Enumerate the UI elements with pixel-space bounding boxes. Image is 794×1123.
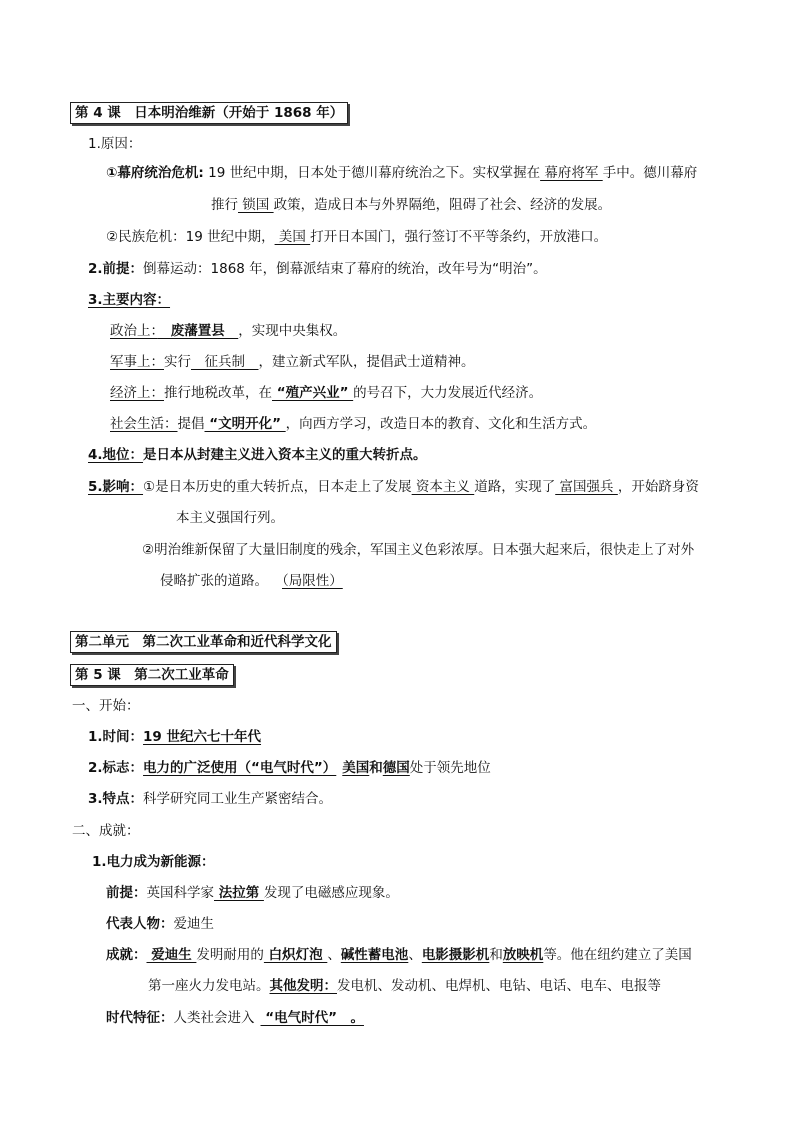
section-start: 一、开始：	[72, 698, 140, 714]
symbol-line	[88, 759, 491, 777]
text: 实行	[164, 354, 191, 370]
blank-edison: 爱迪生	[146, 947, 197, 963]
feature-line	[88, 790, 332, 808]
text: 代表人物：	[106, 916, 174, 932]
text: 爱迪生	[173, 916, 214, 932]
representative-line	[106, 915, 214, 933]
blank-america: 美国	[342, 760, 370, 776]
blank-seclusion: 锁国	[238, 197, 274, 213]
unit2-title: 第二单元 第二次工业革命和近代科学文化	[70, 631, 337, 653]
text: 倒幕运动：1868 年，倒幕派结束了幕府的统治，改年号为“明治”。	[143, 261, 547, 277]
text: 和	[489, 947, 503, 963]
achievement-line1	[106, 946, 692, 964]
blank-movie-camera: 电影摄影机	[421, 947, 490, 963]
section-achievements: 二、成就：	[72, 823, 140, 839]
military-label: 军事上：	[110, 354, 164, 370]
status-label: 4.地位：	[88, 447, 144, 463]
blank-electric-age: “电气时代” 。	[260, 1010, 364, 1026]
premise-line	[88, 260, 547, 278]
blank-conscription: 征兵制	[191, 354, 259, 370]
blank-projector: 放映机	[502, 947, 544, 963]
blank-battery: 碱性蓄电池	[340, 947, 409, 963]
text: 打开日本国门，强行签订不平等条约，开放港口。	[310, 229, 608, 245]
text: 发电机、发动机、电焊机、电钻、电话、电车、电报等	[337, 978, 661, 994]
cause-shogunate-line2	[211, 196, 611, 214]
blank-time: 19 世纪六七十年代	[143, 729, 262, 745]
blank-shogun: 幕府将军	[540, 165, 603, 181]
limitation-note: （局限性）	[282, 573, 343, 589]
text: 19 世纪中期，日本处于德川幕府统治之下。实权掌握在	[203, 165, 541, 181]
content-society	[110, 415, 596, 433]
blank-germany: 德国	[382, 760, 410, 776]
text: 1.时间：	[88, 729, 144, 745]
text: ①是日本历史的重大转折点，日本走上了发展	[143, 479, 412, 495]
impact-label: 5.影响：	[88, 479, 144, 495]
politics-label: 政治上：	[110, 323, 158, 339]
blank-electricity: 电力的广泛使用（“电气时代”）	[143, 760, 337, 776]
content-politics	[110, 322, 346, 340]
cause-national-crisis	[106, 228, 607, 246]
impact-line4	[160, 572, 343, 590]
text: ，建立新式军队，提倡武士道精神。	[258, 354, 475, 370]
text: 和	[369, 760, 383, 776]
main-content-heading: 3.主要内容：	[88, 292, 171, 308]
text: 前提：	[106, 885, 147, 901]
text: ，实现中央集权。	[238, 323, 347, 339]
text: 3.特点：	[88, 791, 144, 807]
shogunate-crisis-label: ①幕府统治危机:	[106, 165, 204, 181]
text: 时代特征：	[106, 1010, 174, 1026]
text: 手中。德川幕府	[602, 165, 698, 181]
text: 成就：	[106, 947, 147, 963]
text: 道路，实现了	[474, 479, 556, 495]
text: ②民族危机：19 世纪中期，	[106, 229, 275, 245]
premise-faraday	[106, 884, 399, 902]
content-military	[110, 353, 475, 371]
text: 第一座火力发电站。	[148, 978, 270, 994]
text: 科学研究同工业生产紧密结合。	[143, 791, 333, 807]
text: 人类社会进入	[173, 1010, 255, 1026]
text: ，向西方学习，改造日本的教育、文化和生活方式。	[285, 416, 597, 432]
text: 处于领先地位	[409, 760, 491, 776]
text: 是日本从封建主义进入资本主义的重大转折点。	[143, 447, 427, 463]
cause-heading: 1.原因：	[88, 136, 142, 152]
text: 发明耐用的	[196, 947, 264, 963]
content-economy	[110, 384, 542, 402]
text: 提倡	[177, 416, 205, 432]
blank-civilization: “文明开化”	[204, 416, 286, 432]
achievement-line2	[148, 977, 661, 995]
impact-line3: ②明治维新保留了大量旧制度的残余，军国主义色彩浓厚。日本强大起来后，很快走上了对外	[142, 542, 695, 558]
text: ，开始跻身资	[617, 479, 699, 495]
blank-industry: “殖产兴业”	[272, 385, 354, 401]
cause-shogunate-line1	[106, 164, 697, 182]
text: 侵略扩张的道路。	[160, 573, 268, 589]
lesson4-title: 第 4 课 日本明治维新（开始于 1868 年）	[70, 102, 348, 124]
text: 2.标志：	[88, 760, 144, 776]
impact-line2: 本主义强国行列。	[176, 510, 284, 526]
text: 等。他在纽约建立了美国	[543, 947, 692, 963]
blank-faraday: 法拉第	[214, 885, 264, 901]
blank-capitalism: 资本主义	[411, 479, 475, 495]
other-inventions-label: 其他发明：	[269, 978, 337, 994]
lesson5-title: 第 5 课 第二次工业革命	[70, 664, 234, 686]
text: 推行	[211, 197, 238, 213]
blank-light-bulb: 白炽灯泡	[263, 947, 328, 963]
status-line	[88, 446, 427, 464]
blank-rich-strong: 富国强兵	[555, 479, 618, 495]
impact-line1	[88, 478, 699, 496]
premise-label: 2.前提：	[88, 261, 144, 277]
economy-label: 经济上：	[110, 385, 164, 401]
time-line	[88, 728, 261, 746]
society-label: 社会生活：	[110, 416, 178, 432]
text: 发现了电磁感应现象。	[263, 885, 399, 901]
text: 政策，造成日本与外界隔绝，阻碍了社会、经济的发展。	[273, 197, 612, 213]
era-line	[106, 1009, 364, 1027]
text: 的号召下，大力发展近代经济。	[353, 385, 543, 401]
text: 英国科学家	[146, 885, 214, 901]
text: 、	[408, 947, 422, 963]
text: 推行地税改革，在	[164, 385, 272, 401]
text: 、	[327, 947, 341, 963]
electricity-heading: 1.电力成为新能源：	[92, 854, 215, 870]
blank-abolish-han: 废藩置县	[157, 323, 239, 339]
blank-usa: 美国	[274, 229, 311, 245]
